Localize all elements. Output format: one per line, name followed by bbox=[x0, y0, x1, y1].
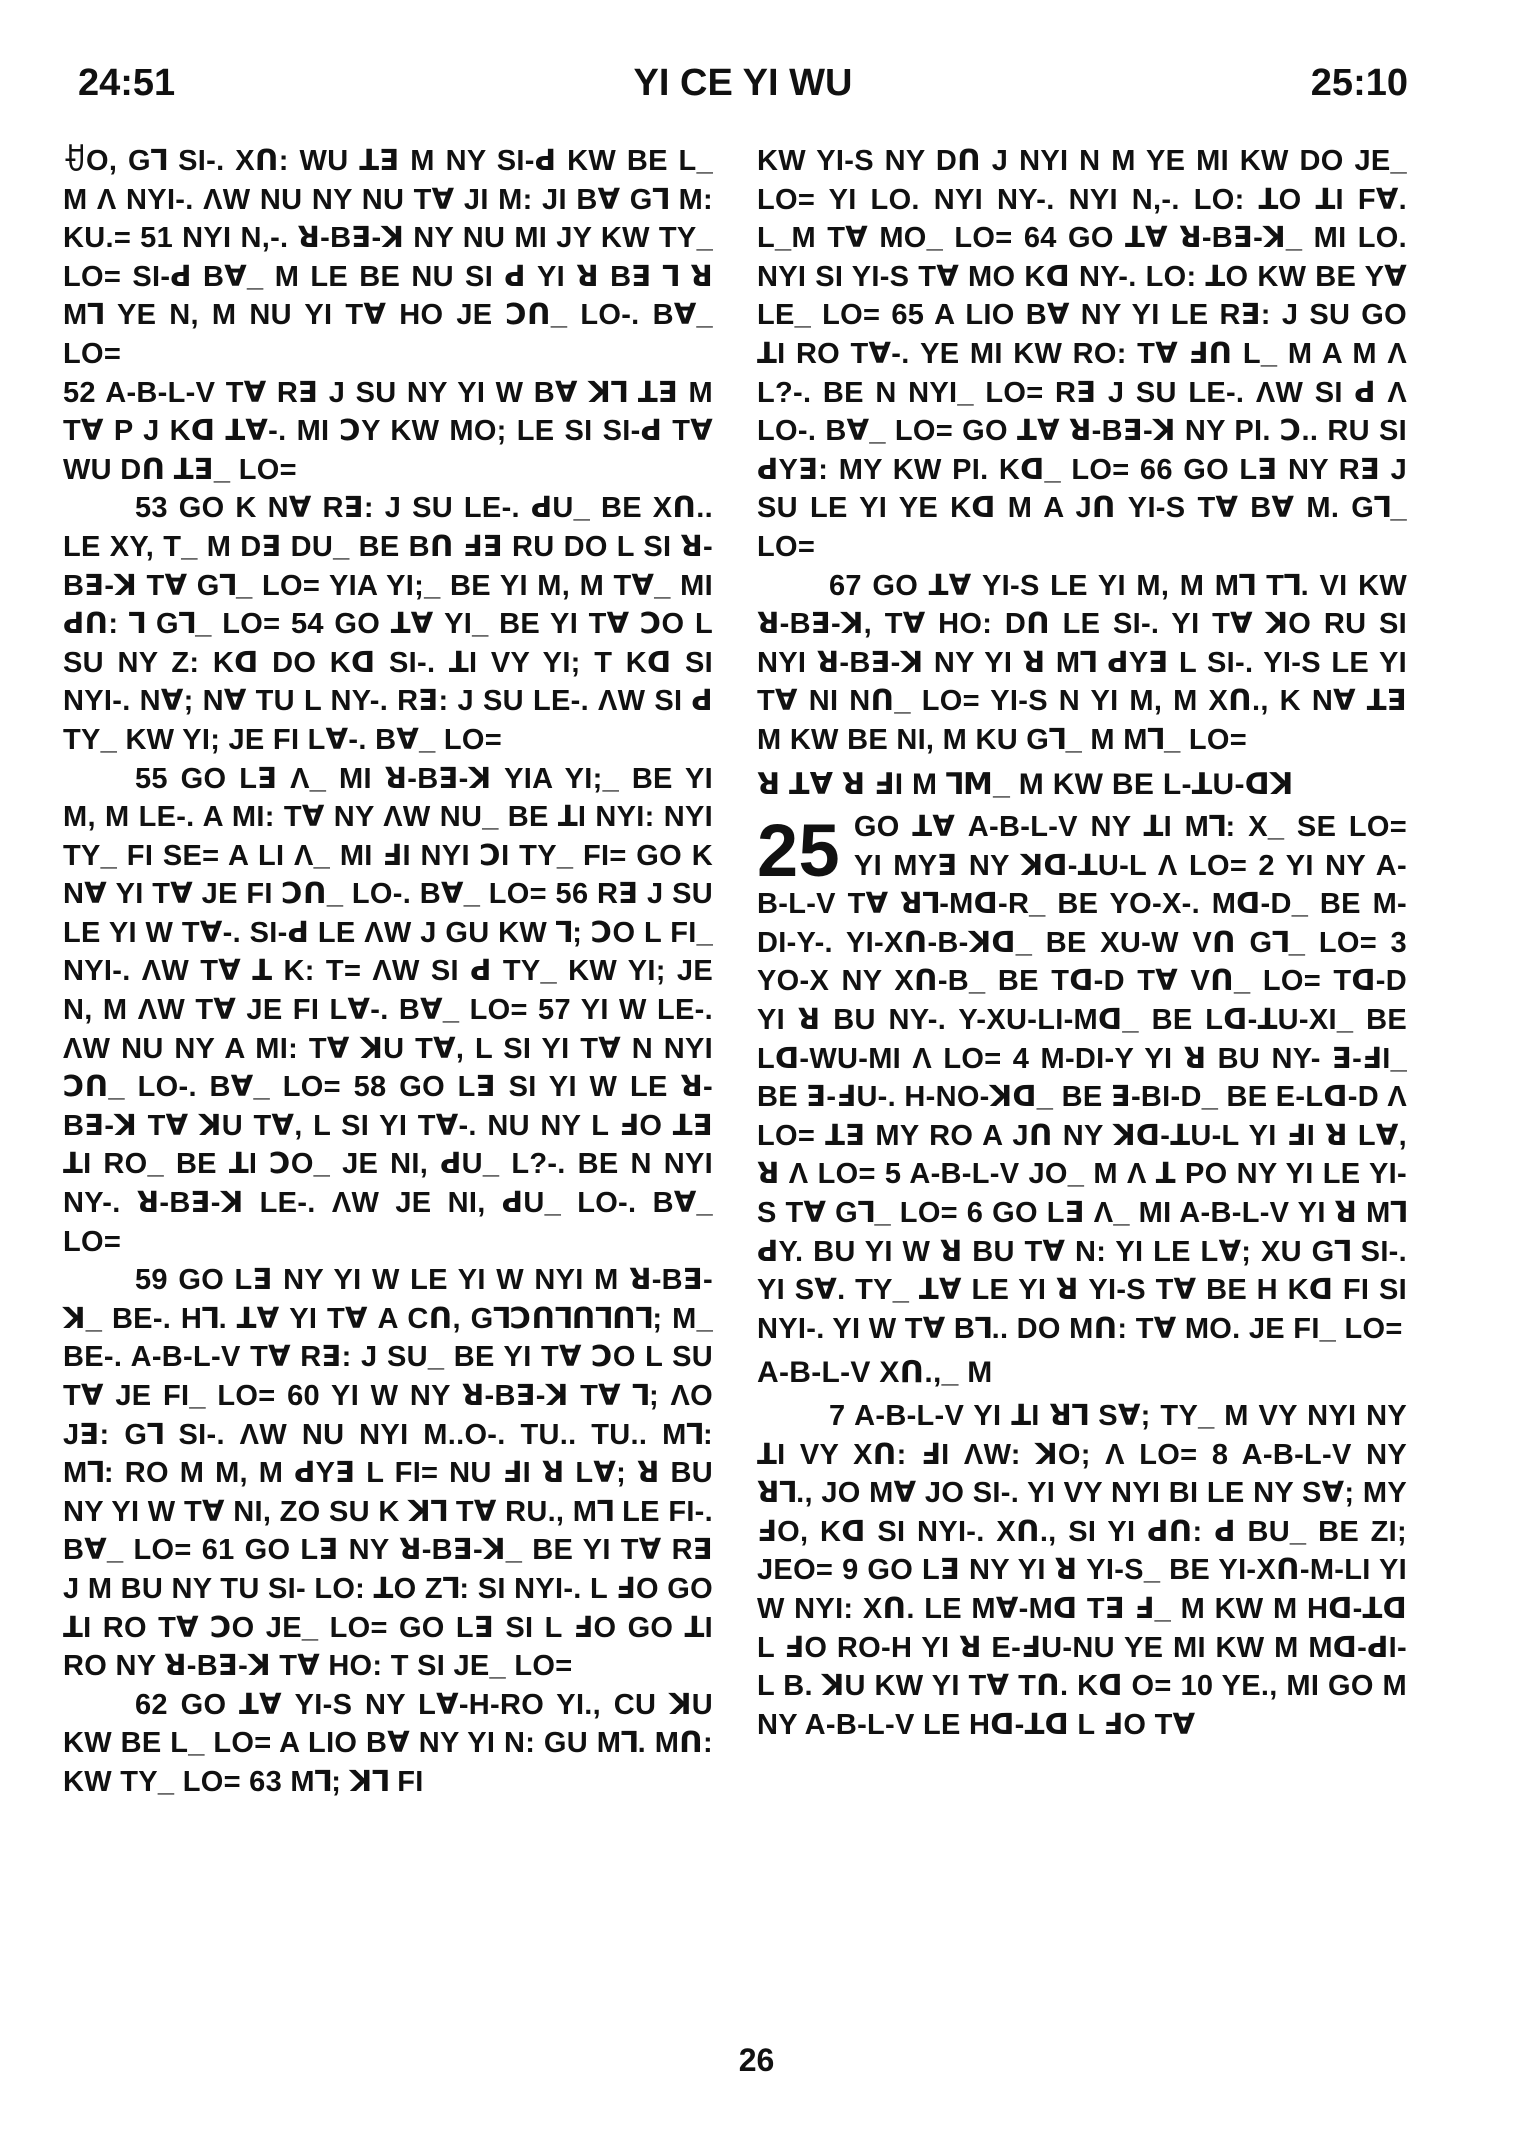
paragraph: 55 GO Lꓱ Λ_ MI ꓤ-Bꓱ-ꓘ YIA YI;_ BE YI M, M LE-. A MI: Tꓯ NY ΛW NU_ BE ꓕI NYI: NYI TY_ FI SE= A LI Λ_ MI ꓞI NYI ꓛI TY_ FI= GO K Nꓯ YI Tꓯ JE FI ꓛꓵ_ LO-. Bꓯ_ LO= 56 Rꓱ J SU LE YI W Tꓯ-. SI-ꓒ LE ΛW J GU KW ꓶ; ꓛO L FI_ NYI-. ΛW Tꓯ ꓕ K: T= ΛW SI ꓒ TY_ KW YI; JE N, M ΛW Tꓯ JE FI Lꓯ-. Bꓯ_ LO= 57 YI W LE-. ΛW NU NY A MI: Tꓯ ꓘU Tꓯ, L SI YI Tꓯ N NYI ꓛꓵ_ LO-. Bꓯ_ LO= 58 GO Lꓱ SI YI W LE ꓤ-Bꓱ-ꓘ Tꓯ ꓘU Tꓯ, L SI YI Tꓯ-. NU NY L ꓞO ꓕꓱ ꓕI RO_ BE ꓕI ꓛO_ JE NI, ꓒU_ L?-. BE N NYI NY-. ꓤ-Bꓱ-ꓘ LE-. ΛW JE NI, ꓒU_ LO-. Bꓯ_ LO= bbox=[63, 762, 713, 1258]
header-verse-end: 25:10 bbox=[1310, 62, 1408, 104]
chapter-paragraph bbox=[757, 808, 1407, 1348]
header-book-title: YI CE YI WU bbox=[633, 62, 853, 104]
page-number: 26 bbox=[738, 2042, 775, 2078]
header-verse-start: 24:51 bbox=[78, 62, 176, 104]
chapter-text: GO ꓕꓯ A-B-L-V NY ꓕI Mꓶ: X_ SE LO= YI MYꓱ NY ꓘꓷ-ꓕU-L Λ LO= 2 YI NY A-B-L-V Tꓯ ꓤꓶ-Mꓷ-R_ BE YO-X-. Mꓷ-D_ BE M-DI-Y-. YI-Xꓵ-B-ꓘꓷ_ BE XU-W Vꓵ Gꓶ_ LO= 3 YO-X NY Xꓵ-B_ BE Tꓷ-D Tꓯ Vꓵ_ LO= Tꓷ-D YI ꓤ BU NY-. Y-XU-LI-Mꓷ_ BE Lꓷ-ꓕU-XI_ BE Lꓷ-WU-MI Λ LO= 4 M-DI-Y YI ꓤ BU NY- ꓱ-ꓞI_ BE ꓱ-ꓞU-. H-NO-ꓘꓷ_ BE ꓱ-BI-D_ BE E-Lꓷ-D Λ LO= ꓕꓱ MY RO A Jꓵ NY ꓘꓷ-ꓕU-L YI ꓞI ꓤ Lꓯ, ꓤ Λ LO= 5 A-B-L-V JO_ M Λ ꓕ PO NY YI LE YI-S Tꓯ Gꓶ_ LO= 6 GO Lꓱ Λ_ MI A-B-L-V YI ꓤ Mꓶ ꓒY. BU YI W ꓤ BU Tꓯ N: YI LE Lꓯ; XU Gꓶ SI-. YI Sꓯ. TY_ ꓕꓯ LE YI ꓤ YI-S Tꓯ BE H Kꓷ FI SI NYI-. YI W Tꓯ Bꓶ.. DO Mꓵ: Tꓯ MO. JE FI_ LO= bbox=[757, 811, 1407, 1345]
left-text-column bbox=[63, 142, 713, 1802]
paragraph: 53 GO K Nꓯ Rꓱ: J SU LE-. ꓒU_ BE Xꓵ.. LE XY, T_ M Dꓱ DU_ BE Bꓵ ꓞꓱ RU DO L SI ꓤ-Bꓱ-ꓘ Tꓯ Gꓶ_ LO= YIA YI;_ BE YI M, M Tꓯ_ MI ꓒꓵ: ꓶ Gꓶ_ LO= 54 GO ꓕꓯ YI_ BE YI Tꓯ ꓛO L SU NY Z: Kꓷ DO Kꓷ SI-. ꓕI VY YI; T Kꓷ SI NYI-. Nꓯ; Nꓯ TU L NY-. Rꓱ: J SU LE-. ΛW SI ꓒ TY_ KW YI; JE FI Lꓯ-. Bꓯ_ LO= bbox=[63, 492, 713, 756]
paragraph: 52 A-B-L-V Tꓯ Rꓱ J SU NY YI W Bꓯ ꓘꓶ ꓕꓱ M Tꓯ P J Kꓷ ꓕꓯ-. MI ꓛY KW MO; LE SI SI-ꓒ Tꓯ WU Dꓵ ꓕꓱ_ LO= bbox=[63, 376, 713, 486]
right-text-column bbox=[757, 142, 1407, 1744]
paragraph: KW YI-S NY Dꓵ J NYI N M YE MI KW DO JE_ LO= YI LO. NYI NY-. NYI N,-. LO: ꓕO ꓕI Fꓯ. L_M Tꓯ MO_ LO= 64 GO ꓕꓯ ꓤ-Bꓱ-ꓘ_ MI LO. NYI SI YI-S Tꓯ MO Kꓷ NY-. LO: ꓕO KW BE Yꓯ LE_ LO= 65 A LIO Bꓯ NY YI LE Rꓱ: J SU GO ꓕI RO Tꓯ-. YE MI KW RO: Tꓯ ꓞꓵ L_ M A M Λ L?-. BE N NYI_ LO= Rꓱ J SU LE-. ΛW SI ꓒ Λ LO-. Bꓯ_ LO= GO ꓕꓯ ꓤ-Bꓱ-ꓘ NY PI. ꓛ.. RU SI ꓒYꓱ: MY KW PI. Kꓷ_ LO= 66 GO Lꓱ NY Rꓱ J SU LE YI YE Kꓷ M A Jꓵ YI-S Tꓯ Bꓯ M. Gꓶ_ LO= bbox=[757, 145, 1407, 563]
chapter-number: 25 bbox=[757, 809, 840, 893]
section-heading: ꓤ ꓕꓯ ꓤ ꓞI M ꓶꓟ_ M KW BE L-ꓕU-ꓷꓘ bbox=[757, 767, 1294, 801]
page-header bbox=[78, 62, 1408, 122]
paragraph: 7 A-B-L-V YI ꓕI ꓤꓶ Sꓯ; TY_ M VY NYI NY ꓕI VY Xꓵ: ꓞI ΛW: ꓘO; Λ LO= 8 A-B-L-V NY ꓤꓶ., JO Mꓯ JO SI-. YI VY NYI BI LE NY Sꓯ; MY ꓞO, Kꓷ SI NYI-. Xꓵ., SI YI ꓒꓵ: ꓒ BU_ BE ZI; JEO= 9 GO Lꓱ NY YI ꓤ YI-S_ BE YI-Xꓵ-M-LI YI W NYI: Xꓵ. LE Mꓯ-Mꓷ Tꓱ ꓞ_ M KW M Hꓷ-ꓕꓷ L ꓞO RO-H YI ꓤ E-ꓞU-NU YE MI KW M Mꓷ-ꓒI-L B. ꓘU KW YI Tꓯ Tꓵ. Kꓷ O= 10 YE., MI GO M NY A-B-L-V LE Hꓷ-ꓕꓷ L ꓞO Tꓯ bbox=[757, 1400, 1407, 1741]
paragraph: 59 GO Lꓱ NY YI W LE YI W NYI M ꓤ-Bꓱ-ꓘ_ BE-. Hꓶ. ꓕꓯ YI Tꓯ A Cꓵ, Gꓶꓛꓵꓶꓵꓶꓵꓶ; M_ BE-. A-B-L-V Tꓯ Rꓱ: J SU_ BE YI Tꓯ ꓛO L SU Tꓯ JE FI_ LO= 60 YI W NY ꓤ-Bꓱ-ꓘ Tꓯ ꓶ; ΛO Jꓱ: Gꓶ SI-. ΛW NU NYI M..O-. TU.. TU.. Mꓶ: Mꓶ: RO M M, M ꓒYꓱ L FI= NU ꓞI ꓤ Lꓯ; ꓤ BU NY YI W Tꓯ NI, ZO SU K ꓘꓶ Tꓯ RU., Mꓶ LE FI-. Bꓯ_ LO= 61 GO Lꓱ NY ꓤ-Bꓱ-ꓘ_ BE YI Tꓯ Rꓱ J M BU NY TU SI- LO: ꓕO Zꓶ: SI NYI-. L ꓞO GO ꓕI RO Tꓯ ꓛO JE_ LO= GO Lꓱ SI L ꓞO GO ꓕI RO NY ꓤ-Bꓱ-ꓘ Tꓯ HO: T SI JE_ LO= bbox=[63, 1264, 713, 1683]
paragraph: 62 GO ꓕꓯ YI-S NY Lꓯ-H-RO YI., CU ꓘU KW BE L_ LO= A LIO Bꓯ NY YI N: GU Mꓶ. Mꓵ: KW TY_ LO= 63 Mꓶ; ꓘꓶ FI bbox=[63, 1688, 713, 1798]
section-heading: A-B-L-V Xꓵ.,_ M bbox=[757, 1356, 993, 1390]
paragraph: 67 GO ꓕꓯ YI-S LE YI M, M Mꓶ Tꓶ. VI KW ꓤ-Bꓱ-ꓘ, Tꓯ HO: Dꓵ LE SI-. YI Tꓯ ꓘO RU SI NYI ꓤ-Bꓱ-ꓘ NY YI ꓤ Mꓶ ꓒYꓱ L SI-. YI-S LE YI Tꓯ NI Nꓵ_ LO= YI-S N YI M, M Xꓵ., K Nꓯ ꓕꓱ M KW BE NI, M KU Gꓶ_ M Mꓶ_ LO= bbox=[757, 569, 1407, 756]
paragraph: ꀀO, Gꓶ SI-. Xꓵ: WU ꓕꓱ M NY SI-ꓒ KW BE L_ M Λ NYI-. ΛW NU NY NU Tꓯ JI M: JI Bꓯ Gꓶ M: KU.= 51 NYI N,-. ꓤ-Bꓱ-ꓘ NY NU MI JY KW TY_ LO= SI-ꓒ Bꓯ_ M LE BE NU SI ꓒ YI ꓤ Bꓱ ꓶ ꓤ Mꓶ YE N, M NU YI Tꓯ HO JE ꓛꓵ_ LO-. Bꓯ_ LO= bbox=[63, 145, 713, 370]
